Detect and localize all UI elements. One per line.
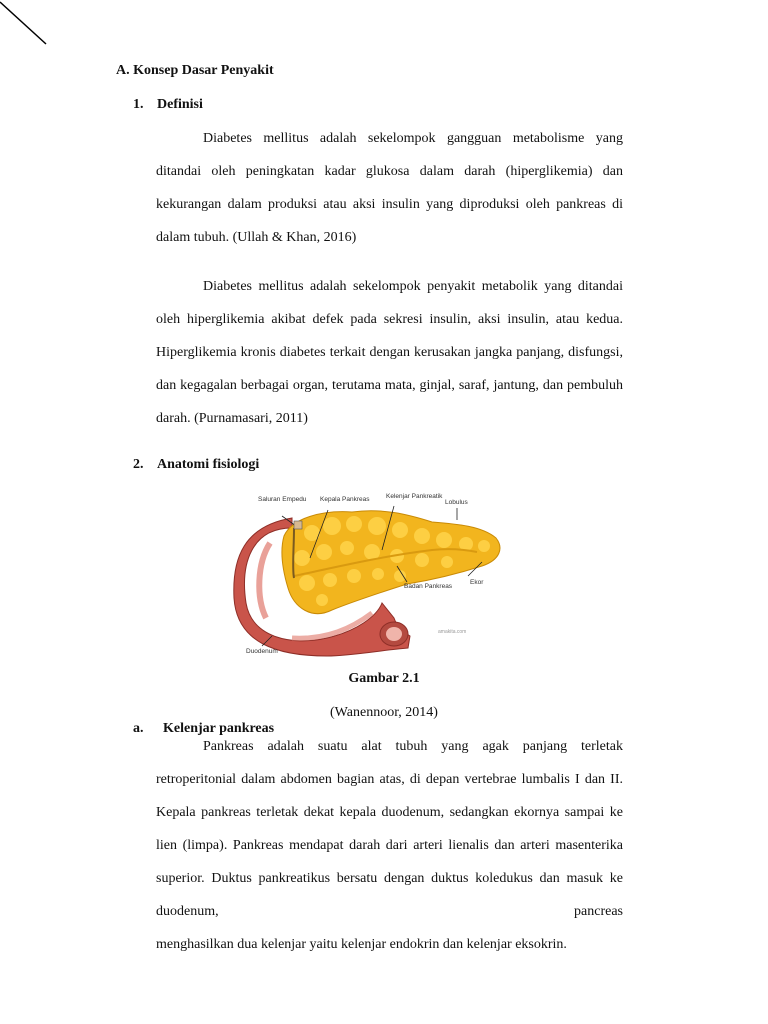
section-1-title: Definisi — [157, 97, 203, 112]
figure-source: (Wanennoor, 2014) — [330, 705, 438, 720]
section-2-number: 2. — [133, 457, 144, 472]
figure-caption: Gambar 2.1 — [348, 671, 420, 686]
paragraph-definition-2-text: Diabetes mellitus adalah sekelompok penyakit metabolik yang ditandai oleh hiperglikemia akibat defek pada sekresi insulin, aksi insulin, atau kedua. Hiperglikemia kronis diabetes terkait dengan kerusakan jangka panjang, disfungsi, dan kegagalan berbagai organ, terutama mata, ginjal, saraf, jantung, dan pembuluh darah. (Purnamasari, 2011) — [156, 279, 623, 426]
figure-watermark: amakita.com — [438, 629, 467, 635]
section-2-title: Anatomi fisiologi — [157, 457, 260, 472]
corner-diagonal-line — [0, 0, 50, 50]
paragraph-kelenjar-pankreas-last-line: menghasilkan dua kelenjar yaitu kelenjar endokrin dan kelenjar eksokrin. — [156, 937, 567, 952]
section-1-number: 1. — [133, 97, 144, 112]
subsection-a-number: a. — [133, 721, 144, 736]
label-kelenjar-pankreatik: Kelenjar Pankreatik — [386, 493, 443, 500]
section-1-heading — [133, 97, 203, 113]
paragraph-definition-1 — [156, 122, 623, 254]
label-saluran-empedu: Saluran Empedu — [258, 496, 307, 503]
paragraph-kelenjar-pankreas-text: Pankreas adalah suatu alat tubuh yang agak panjang terletak retroperitonial dalam abdomen bagian atas, di depan vertebrae lumbalis I dan II. Kepala pankreas terletak dekat kepala duodenum, sedangkan ekornya sampai ke lien (limpa). Pankreas mendapat darah dari arteri lienalis dan arteri masenterika superior. Duktus pankreatikus bersatu dengan duktus koledukus dan masuk ke duodenum, pancreas — [156, 739, 623, 919]
subsection-a-title: Kelenjar pankreas — [163, 721, 275, 736]
section-2-heading — [133, 457, 259, 473]
label-ekor: Ekor — [470, 579, 484, 586]
paragraph-definition-2 — [156, 270, 623, 435]
label-kepala-pankreas: Kepala Pankreas — [320, 496, 370, 503]
label-badan-pankreas: Badan Pankreas — [404, 583, 453, 590]
paragraph-kelenjar-pankreas — [156, 730, 623, 928]
pancreas-anatomy-figure — [232, 488, 504, 658]
label-lobulus: Lobulus — [445, 499, 468, 506]
label-duodenum: Duodenum — [246, 648, 278, 655]
section-a-heading: A. Konsep Dasar Penyakit — [116, 63, 274, 78]
paragraph-definition-1-text: Diabetes mellitus adalah sekelompok gangguan metabolisme yang ditandai oleh peningkatan kadar glukosa dalam darah (hiperglikemia) dan kekurangan dalam produksi atau aksi insulin yang diproduksi oleh pankreas di dalam tubuh. (Ullah & Khan, 2016) — [156, 131, 623, 245]
